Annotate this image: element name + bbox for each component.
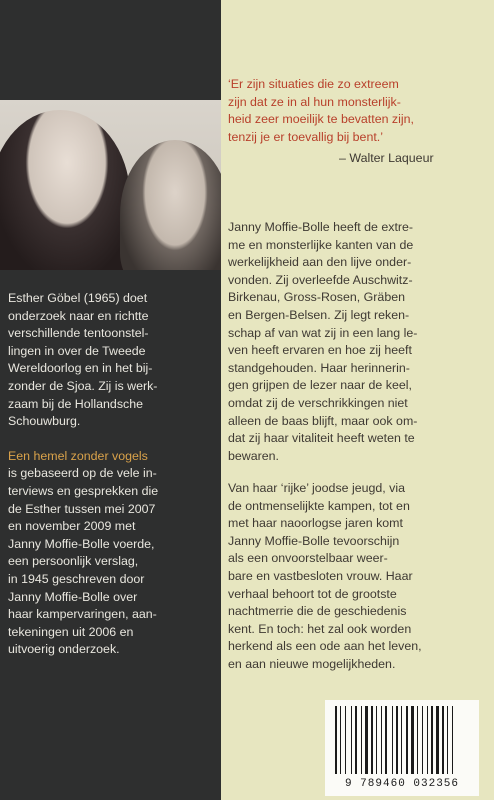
blurb-line: Van haar ‘rijke’ joodse jeugd, via [228,481,406,495]
barcode-bar [353,706,354,774]
description-line: tekeningen uit 2006 en [8,624,134,639]
blurb-line: werkelijkheid aan den lijve onder- [228,255,412,270]
barcode-bar [392,706,393,774]
woman-figure-right [120,140,221,270]
barcode-bar [431,706,433,774]
epigraph-quote [228,76,486,146]
blurb-line: gen grijpen de lezer naar de keel, [228,378,412,393]
barcode-bar [374,706,375,774]
left-text [8,290,216,676]
blurb-line: bewaren. [228,448,279,463]
description-line: uitvoerig onderzoek. [8,642,120,657]
barcode-bar [369,706,370,774]
description-line: is gebaseerd op de vele in- [8,466,157,481]
barcode-bar [434,706,435,774]
bio-line: lingen in over de Tweede [8,343,146,358]
barcode-bar [361,706,362,774]
barcode-bar [385,706,387,774]
barcode-bar [445,706,446,774]
bio-line: zaam bij de Hollandsche [8,396,143,411]
description-line: haar kampervaringen, aan- [8,607,157,622]
description-line: Janny Moffie-Bolle voerde, [8,536,155,551]
barcode-bar [449,706,451,774]
blurb-line: dat zij haar vitaliteit heeft weten te [228,431,415,446]
barcode-bar [442,706,444,774]
barcode-bar [409,706,410,774]
blurb-line: Janny Moffie-Bolle heeft de extre- [228,220,414,234]
barcode-bar [411,706,414,774]
barcode-bar [338,706,339,774]
barcode-bar [452,706,453,774]
barcode-bar [417,706,418,774]
barcode-bars [335,706,469,774]
blurb-line: de ontmenselijkte kampen, tot en [228,498,410,513]
barcode-bar [436,706,439,774]
barcode-bar [401,706,402,774]
blurb-paragraph-1 [228,219,486,465]
isbn-barcode [325,700,479,796]
barcode-bar [378,706,380,774]
bio-line: zonder de Sjoa. Zij is werk- [8,378,158,393]
barcode-bar [342,706,344,774]
blurb-line: schap af van wat zij in een lang le- [228,325,418,340]
blurb-line: ven heeft ervaren en hoe zij heeft [228,343,412,358]
blurb-line: me en monsterlijke kanten van de [228,237,414,252]
barcode-bar [396,706,398,774]
barcode-bar [335,706,337,774]
barcode-bar [399,706,400,774]
barcode-bar [427,706,428,774]
barcode-bar [388,706,391,774]
woman-figure-left [0,110,130,270]
blurb-line: kent. En toch: het zal ook worden [228,621,412,636]
blurb-line: met haar naoorlogse jaren komt [228,516,403,531]
description-line: terviews en gesprekken die [8,483,159,498]
quote-line: ‘Er zijn situaties die zo extreem [228,77,399,91]
blurb-line: nachtmerrie die de geschiedenis [228,604,407,619]
blurb-line: Birkenau, Gross-Rosen, Gräben [228,290,405,305]
author-photo [0,100,221,270]
barcode-bar [429,706,430,774]
quote-author: – Walter Laqueur [339,151,434,165]
barcode-bar [358,706,360,774]
barcode-bar [454,706,455,774]
book-title: Een hemel zonder vogels [8,448,148,463]
barcode-bar [447,706,448,774]
blurb-line: als een onvoorstelbaar weer- [228,551,388,566]
barcode-bar [403,706,405,774]
blurb-line: standgehouden. Haar herinnerin- [228,360,410,375]
barcode-bar [371,706,373,774]
barcode-bar [422,706,423,774]
blurb-line: alleen de baas blijft, maar ook om- [228,413,418,428]
blurb-line: herkend als een ode aan het leven, [228,639,422,654]
isbn-number: 9 789460 032356 [344,778,460,790]
blurb-line: en Bergen-Belsen. Zij legt reken- [228,307,410,322]
description-line: en november 2009 met [8,519,136,534]
book-description [8,448,216,659]
barcode-bar [340,706,341,774]
bio-line: Wereldoorlog en in het bij- [8,361,153,376]
bio-line: verschillende tentoonstel- [8,326,149,341]
barcode-bar [406,706,408,774]
barcode-bar [424,706,426,774]
barcode-bar [440,706,441,774]
description-line: een persoonlijk verslag, [8,554,139,569]
bio-line: onderzoek naar en richtte [8,308,149,323]
barcode-bar [347,706,350,774]
blurb-line: en aan nieuwe mogelijkheden. [228,656,396,671]
blurb-line: Janny Moffie-Bolle tevoorschijn [228,533,400,548]
barcode-bar [363,706,364,774]
barcode-bar [345,706,346,774]
description-line: in 1945 geschreven door [8,571,145,586]
quote-line: heid zeer moeilijk te bevatten zijn, [228,112,414,127]
barcode-bar [383,706,384,774]
barcode-bar [419,706,421,774]
description-line: Janny Moffie-Bolle over [8,589,138,604]
barcode-bar [351,706,352,774]
blurb-line: verhaal behoort tot de grootste [228,586,397,601]
quote-line: zijn dat ze in al hun monsterlijk- [228,94,401,109]
blurb-line: omdat zij de verschrikkingen niet [228,395,408,410]
author-bio [8,290,216,431]
barcode-bar [394,706,395,774]
blurb-line: bare en vastbesloten vrouw. Haar [228,568,413,583]
barcode-bar [365,706,368,774]
barcode-bar [355,706,357,774]
bio-line: Schouwburg. [8,414,81,429]
barcode-bar [415,706,416,774]
description-line: de Esther tussen mei 2007 [8,501,156,516]
quote-line: tenzij je er toevallig bij bent.’ [228,129,383,144]
blurb-paragraph-2 [228,480,486,674]
barcode-bar [376,706,377,774]
barcode-bar [381,706,382,774]
bio-line: Esther Göbel (1965) doet [8,291,148,305]
blurb-line: vonden. Zij overleefde Auschwitz- [228,272,413,287]
